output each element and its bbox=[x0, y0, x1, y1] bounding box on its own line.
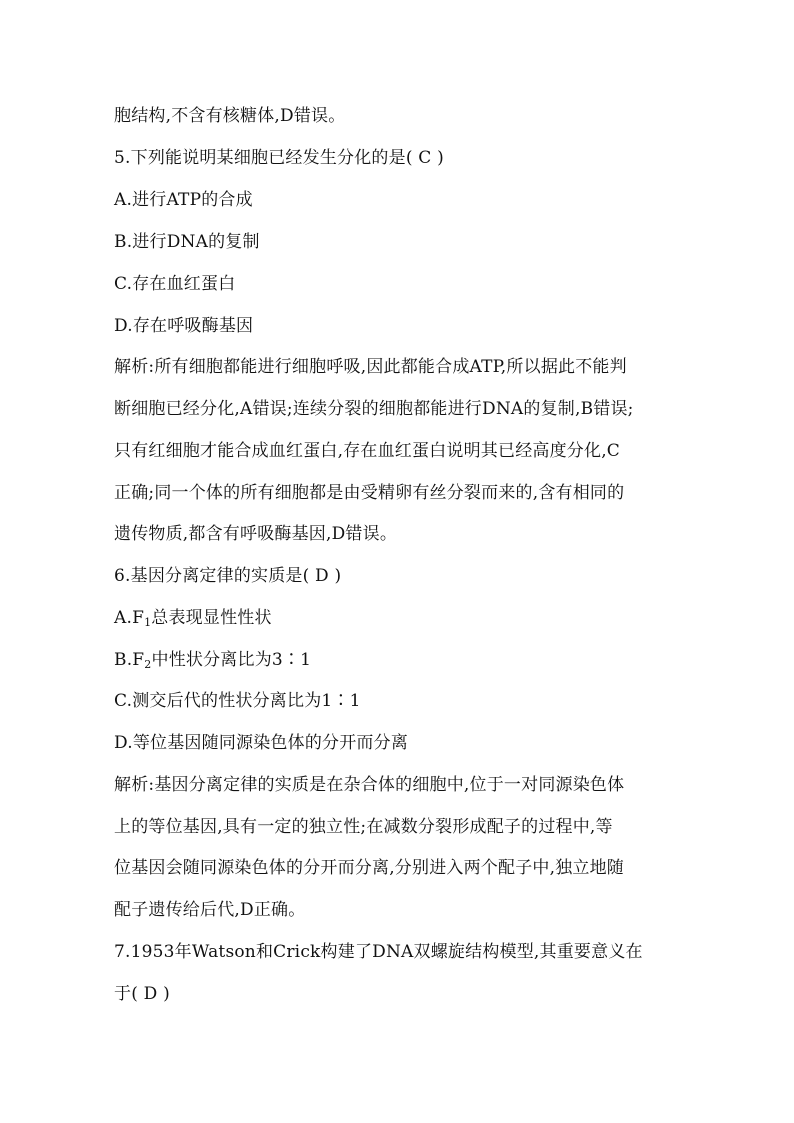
question-5-option-c: C.存在血红蛋白 bbox=[114, 274, 236, 294]
question-7-stem: 7.1953年Watson和Crick构建了DNA双螺旋结构模型,其重要意义在 bbox=[114, 942, 643, 962]
subscript: 1 bbox=[144, 616, 152, 629]
explanation-line: 位基因会随同源染色体的分开而分离,分别进入两个配子中,独立地随 bbox=[114, 858, 625, 878]
explanation-line: 断细胞已经分化,A错误;连续分裂的细胞都能进行DNA的复制,B错误; bbox=[114, 399, 634, 419]
option-text: A.F bbox=[114, 608, 145, 628]
question-6-option-b bbox=[114, 648, 311, 672]
question-6-option-a bbox=[114, 606, 272, 630]
question-7-stem-cont: 于( D ) bbox=[114, 984, 170, 1004]
question-5-option-a: A.进行ATP的合成 bbox=[114, 190, 253, 210]
explanation-line: 正确;同一个体的所有细胞都是由受精卵有丝分裂而来的,含有相同的 bbox=[114, 483, 625, 503]
question-5-option-b: B.进行DNA的复制 bbox=[114, 232, 260, 252]
explanation-line: 只有红细胞才能合成血红蛋白,存在血红蛋白说明其已经高度分化,C bbox=[114, 441, 621, 461]
question-6-option-d: D.等位基因随同源染色体的分开而分离 bbox=[114, 733, 409, 753]
question-5-option-d: D.存在呼吸酶基因 bbox=[114, 316, 254, 336]
explanation-line: 配子遗传给后代,D正确。 bbox=[114, 900, 306, 920]
text-line: 胞结构,不含有核糖体,D错误。 bbox=[114, 106, 346, 126]
question-6-stem: 6.基因分离定律的实质是( D ) bbox=[114, 566, 342, 586]
option-text: 总表现显性性状 bbox=[151, 608, 272, 628]
explanation-line: 解析:基因分离定律的实质是在杂合体的细胞中,位于一对同源染色体 bbox=[114, 775, 625, 795]
subscript: 2 bbox=[144, 658, 152, 671]
explanation-line: 上的等位基因,具有一定的独立性;在减数分裂形成配子的过程中,等 bbox=[114, 817, 613, 837]
option-text: B.F bbox=[114, 650, 145, 670]
option-text: 中性状分离比为3∶1 bbox=[151, 650, 312, 670]
explanation-line: 遗传物质,都含有呼吸酶基因,D错误。 bbox=[114, 524, 398, 544]
question-5-stem: 5.下列能说明某细胞已经发生分化的是( C ) bbox=[114, 148, 444, 168]
explanation-line: 解析:所有细胞都能进行细胞呼吸,因此都能合成ATP,所以据此不能判 bbox=[114, 357, 627, 377]
question-6-option-c: C.测交后代的性状分离比为1∶1 bbox=[114, 691, 361, 711]
